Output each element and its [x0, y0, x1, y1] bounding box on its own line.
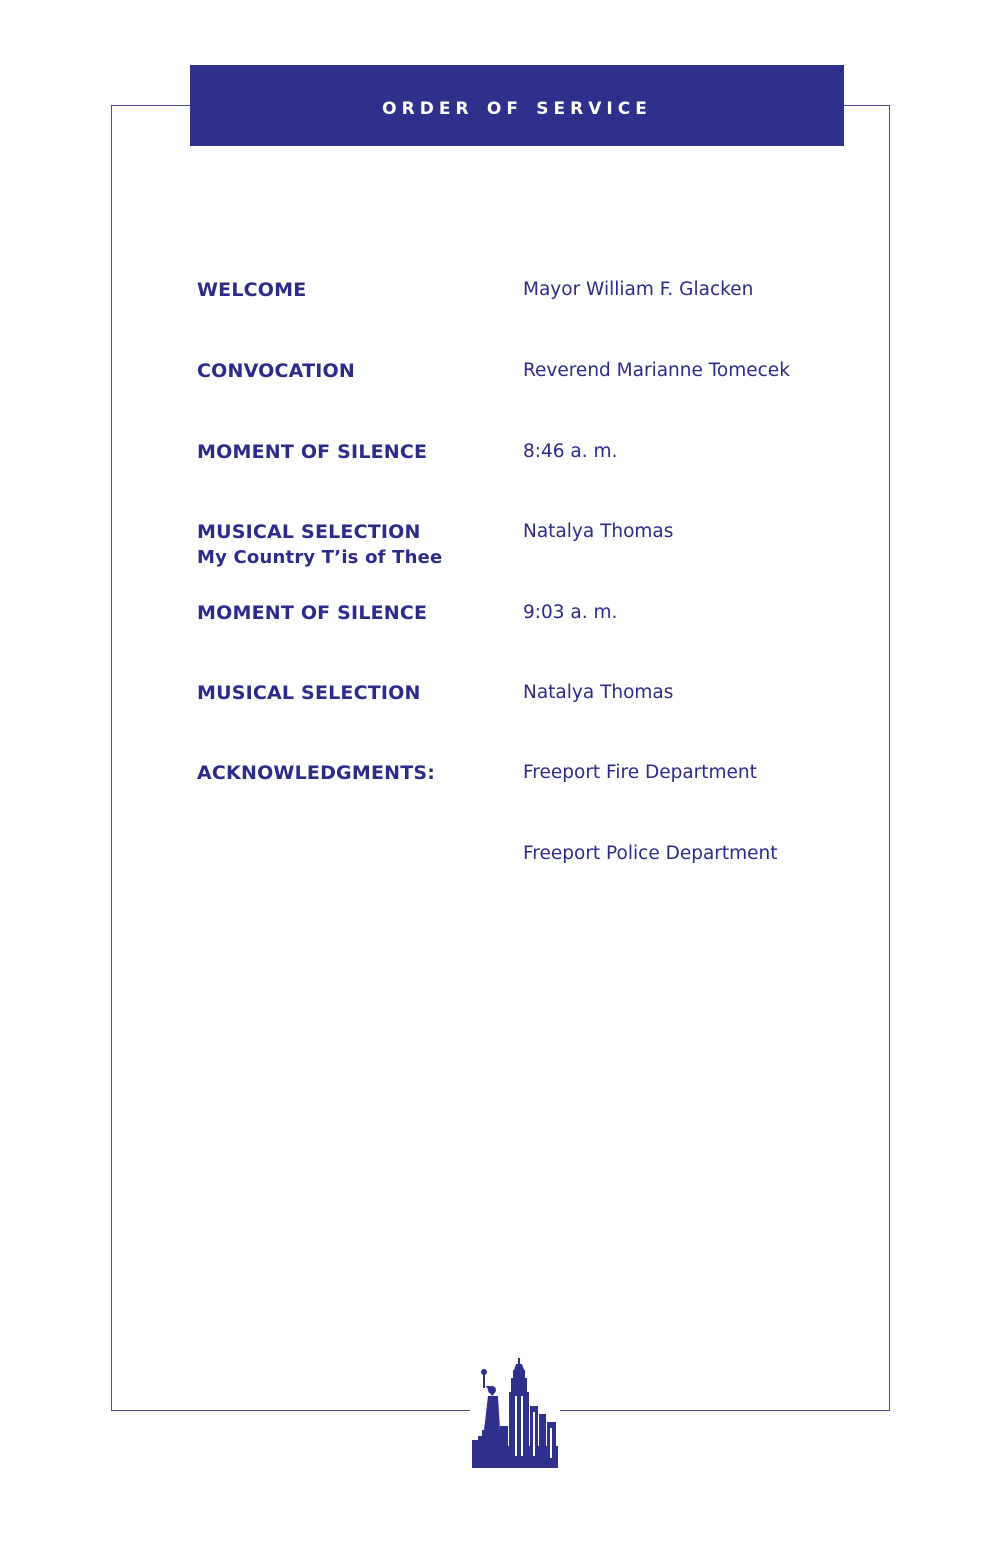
program-row-acknowledgments	[197, 760, 837, 786]
program-label: MUSICAL SELECTION	[197, 682, 421, 704]
program-row-acknowledgments-cont	[197, 841, 837, 867]
program-row-moment-of-silence-1	[197, 439, 837, 465]
program-label: MUSICAL SELECTION	[197, 521, 421, 543]
program-label: MOMENT OF SILENCE	[197, 602, 428, 624]
program-row-musical-selection-1	[197, 519, 837, 571]
program-value: Natalya Thomas	[523, 521, 674, 542]
header-bar	[190, 65, 844, 146]
program-sublabel: My Country T’is of Thee	[197, 547, 443, 568]
skyline-statue-of-liberty-icon	[470, 1356, 560, 1468]
program-label: CONVOCATION	[197, 360, 355, 382]
program-value: 9:03 a. m.	[523, 602, 618, 623]
program-label: ACKNOWLEDGMENTS:	[197, 762, 436, 784]
program-value: Reverend Marianne Tomecek	[523, 360, 790, 381]
program-label: MOMENT OF SILENCE	[197, 441, 428, 463]
program-value: Freeport Police Department	[523, 843, 778, 864]
program-label-group	[197, 519, 523, 571]
page-title: order of service	[382, 91, 652, 120]
program-value: 8:46 a. m.	[523, 441, 618, 462]
program-row-welcome	[197, 277, 837, 303]
program-value: Mayor William F. Glacken	[523, 279, 754, 300]
program-value: Freeport Fire Department	[523, 762, 757, 783]
program-label: WELCOME	[197, 279, 307, 301]
program-row-convocation	[197, 358, 837, 384]
program-label	[197, 841, 523, 867]
program-row-musical-selection-2	[197, 680, 837, 706]
program-row-moment-of-silence-2	[197, 600, 837, 626]
program-value: Natalya Thomas	[523, 682, 674, 703]
